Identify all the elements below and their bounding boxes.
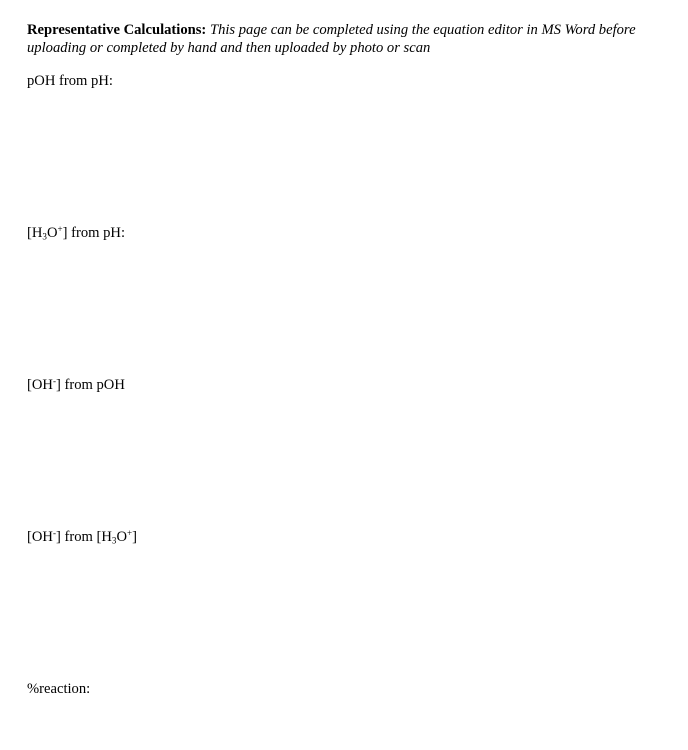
formula-close-2: ] xyxy=(132,529,137,545)
section-poh-from-ph xyxy=(27,73,113,90)
page-header xyxy=(27,22,667,57)
section-percent-reaction xyxy=(27,681,90,698)
section-label-rest: from [H xyxy=(60,529,112,545)
header-lead: Representative Calculations: xyxy=(27,22,207,38)
formula-subscript: 3 xyxy=(42,231,47,242)
formula-superscript: - xyxy=(52,376,56,387)
formula-bracket-close: ] xyxy=(55,377,61,393)
formula-bracket-open: [OH xyxy=(27,377,53,393)
formula-mid: O xyxy=(46,225,58,241)
formula-bracket-close: ] xyxy=(62,225,68,241)
formula-bracket-close: ] xyxy=(55,529,61,545)
formula-superscript-2: + xyxy=(127,528,133,539)
section-label-rest: from pOH xyxy=(60,377,125,393)
formula-mid-2: O xyxy=(116,529,127,545)
section-label-rest: from pH: xyxy=(67,225,126,241)
header-instructions: This page can be completed using the equation editor in MS Word before uploading or completed by hand and then uploaded by photo or scan xyxy=(27,22,636,56)
formula-bracket-open: [OH xyxy=(27,529,53,545)
formula-superscript: + xyxy=(57,224,63,235)
formula-bracket-open: [H xyxy=(27,225,43,241)
section-oh-from-h3o xyxy=(27,529,137,546)
section-oh-from-poh xyxy=(27,377,125,394)
section-h3o-from-ph xyxy=(27,225,125,242)
section-label: pOH from pH: xyxy=(27,73,113,89)
formula-superscript: - xyxy=(52,528,56,539)
section-label: %reaction: xyxy=(27,681,91,697)
formula-subscript-2: 3 xyxy=(111,535,117,546)
